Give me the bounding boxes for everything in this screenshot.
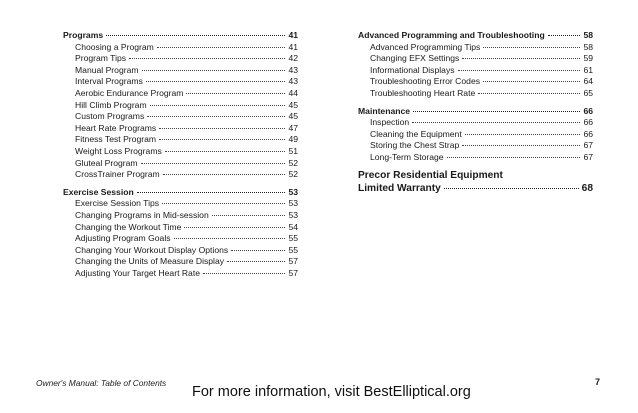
toc-entry[interactable]	[358, 117, 593, 129]
dot-leader	[227, 261, 285, 262]
toc-entry-label: Weight Loss Programs	[75, 145, 162, 156]
toc-page-number: 51	[288, 145, 298, 156]
dot-leader	[163, 174, 286, 175]
toc-entry[interactable]	[358, 88, 593, 100]
toc-page-number: 67	[583, 140, 593, 151]
toc-page-number: 57	[288, 256, 298, 267]
dot-leader	[231, 250, 285, 251]
toc-entry[interactable]	[358, 65, 593, 77]
toc-page-number: 66	[583, 117, 593, 128]
toc-page-number: 64	[583, 76, 593, 87]
toc-section-title: Programs	[63, 30, 104, 40]
toc-page-number: 59	[583, 53, 593, 64]
toc-entry-label: Aerobic Endurance Program	[75, 87, 184, 98]
toc-entry-label: Changing the Workout Time	[75, 221, 182, 232]
toc-section-items	[358, 117, 593, 163]
toc-page-number: 53	[288, 209, 298, 220]
dot-leader	[462, 58, 580, 59]
dot-leader	[106, 35, 285, 36]
toc-entry-label: Changing Programs in Mid-session	[75, 209, 209, 220]
toc-page-number: 44	[288, 87, 298, 98]
dot-leader	[412, 122, 580, 123]
toc-entry[interactable]	[63, 42, 298, 54]
toc-entry-label: Adjusting Program Goals	[75, 233, 171, 244]
toc-entry[interactable]	[358, 152, 593, 164]
toc-page-number: 53	[288, 198, 298, 209]
toc-entry-label: Heart Rate Programs	[75, 122, 157, 133]
toc-page-number: 58	[583, 30, 593, 40]
toc-page-number: 45	[288, 111, 298, 122]
toc-entry-label: Troubleshooting Heart Rate	[370, 87, 476, 98]
toc-entry-label: Changing EFX Settings	[370, 53, 460, 64]
toc-entry-label: Choosing a Program	[75, 41, 154, 52]
toc-page-number: 49	[288, 134, 298, 145]
toc-right-column	[358, 30, 593, 195]
toc-page-number: 43	[288, 76, 298, 87]
toc-entry[interactable]	[358, 140, 593, 152]
dot-leader	[159, 128, 285, 129]
dot-leader	[129, 58, 285, 59]
dot-leader	[141, 163, 286, 164]
dot-leader	[142, 70, 286, 71]
toc-entry-label: Manual Program	[75, 64, 139, 75]
toc-section-items	[63, 198, 298, 279]
toc-page-number: 45	[288, 99, 298, 110]
toc-entry[interactable]	[63, 134, 298, 146]
toc-entry-label: Advanced Programming Tips	[370, 41, 481, 52]
toc-page-number: 41	[288, 30, 298, 40]
toc-entry-label: Storing the Chest Strap	[370, 140, 460, 151]
footer-page-number: 7	[595, 377, 601, 387]
dot-leader	[147, 116, 285, 117]
toc-page-number: 43	[288, 64, 298, 75]
dot-leader	[462, 145, 580, 146]
dot-leader	[548, 35, 581, 36]
dot-leader	[157, 47, 286, 48]
dot-leader	[458, 70, 581, 71]
toc-page-number: 65	[583, 87, 593, 98]
dot-leader	[444, 188, 579, 189]
toc-entry[interactable]	[63, 76, 298, 88]
dot-leader	[162, 203, 285, 204]
warranty-title: Limited Warranty	[358, 182, 441, 194]
dot-leader	[447, 157, 581, 158]
toc-entry[interactable]	[358, 42, 593, 54]
toc-page-number: 53	[288, 186, 298, 197]
toc-entry[interactable]	[63, 146, 298, 158]
toc-entry-label: CrossTrainer Program	[75, 169, 160, 180]
dot-leader	[184, 227, 285, 228]
toc-section-heading[interactable]	[63, 30, 298, 42]
toc-page-number: 52	[288, 169, 298, 180]
footer-manual-title: Owner's Manual: Table of Contents	[36, 378, 167, 388]
toc-entry[interactable]	[63, 65, 298, 77]
toc-entry-label: Changing Your Workout Display Options	[75, 244, 229, 255]
toc-page-number: 55	[288, 233, 298, 244]
toc-section-heading[interactable]	[358, 106, 593, 118]
dot-leader	[483, 47, 580, 48]
toc-page-number: 41	[288, 41, 298, 52]
toc-page-number: 52	[288, 157, 298, 168]
toc-entry-label: Informational Displays	[370, 64, 455, 75]
toc-entry-label: Fitness Test Program	[75, 134, 157, 145]
toc-entry-label: Gluteal Program	[75, 157, 138, 168]
toc-page-number: 67	[583, 151, 593, 162]
dot-leader	[159, 139, 285, 140]
toc-page-number: 66	[583, 105, 593, 116]
toc-entry-label: Exercise Session Tips	[75, 198, 160, 209]
toc-entry[interactable]	[63, 256, 298, 268]
toc-page-number: 57	[288, 267, 298, 278]
toc-entry[interactable]	[63, 169, 298, 181]
toc-entry[interactable]	[63, 123, 298, 135]
watermark-text: For more information, visit BestElliptical.org	[192, 384, 471, 400]
toc-entry[interactable]	[63, 233, 298, 245]
dot-leader	[483, 81, 580, 82]
toc-entry-label: Hill Climb Program	[75, 99, 147, 110]
toc-entry-label: Adjusting Your Target Heart Rate	[75, 267, 201, 278]
toc-page-number: 58	[583, 41, 593, 52]
toc-entry[interactable]	[63, 88, 298, 100]
dot-leader	[174, 238, 286, 239]
dot-leader	[137, 192, 286, 193]
toc-page-number: 66	[583, 128, 593, 139]
dot-leader	[165, 151, 286, 152]
toc-entry[interactable]	[63, 111, 298, 123]
toc-entry[interactable]	[63, 222, 298, 234]
warranty-heading[interactable]	[358, 182, 593, 195]
toc-entry-label: Interval Programs	[75, 76, 143, 87]
warranty-heading-line1: Precor Residential Equipment	[358, 169, 503, 181]
toc-entry-label: Program Tips	[75, 53, 127, 64]
dot-leader	[212, 215, 286, 216]
toc-entry[interactable]	[63, 268, 298, 280]
toc-entry[interactable]	[63, 53, 298, 65]
toc-entry[interactable]	[358, 53, 593, 65]
dot-leader	[413, 111, 580, 112]
toc-entry-label: Troubleshooting Error Codes	[370, 76, 481, 87]
toc-section-items	[63, 42, 298, 181]
toc-entry-label: Changing the Units of Measure Display	[75, 256, 225, 267]
toc-page-number: 61	[583, 64, 593, 75]
toc-page-number: 47	[288, 122, 298, 133]
toc-entry[interactable]	[63, 210, 298, 222]
toc-section-items	[358, 42, 593, 100]
toc-entry-label: Custom Programs	[75, 111, 145, 122]
toc-section-title: Maintenance	[358, 105, 411, 116]
toc-entry-label: Long-Term Storage	[370, 151, 444, 162]
toc-entry[interactable]	[63, 245, 298, 257]
toc-entry[interactable]	[63, 198, 298, 210]
toc-page-number: 55	[288, 244, 298, 255]
dot-leader	[146, 81, 286, 82]
dot-leader	[465, 134, 581, 135]
toc-entry[interactable]	[358, 129, 593, 141]
toc-entry[interactable]	[358, 76, 593, 88]
toc-section-heading[interactable]	[63, 187, 298, 199]
toc-entry[interactable]	[63, 158, 298, 170]
toc-entry-label: Inspection	[370, 117, 410, 128]
toc-left-column	[63, 30, 298, 279]
toc-page-number: 42	[288, 53, 298, 64]
dot-leader	[150, 105, 286, 106]
dot-leader	[203, 273, 285, 274]
toc-entry-label: Cleaning the Equipment	[370, 128, 462, 139]
toc-section-heading[interactable]	[358, 30, 593, 42]
toc-section-title: Advanced Programming and Troubleshooting	[358, 30, 545, 40]
dot-leader	[478, 93, 580, 94]
toc-page-number: 68	[581, 182, 593, 194]
toc-page-number: 54	[288, 221, 298, 232]
dot-leader	[186, 93, 285, 94]
toc-entry[interactable]	[63, 100, 298, 112]
toc-section-title: Exercise Session	[63, 186, 134, 197]
